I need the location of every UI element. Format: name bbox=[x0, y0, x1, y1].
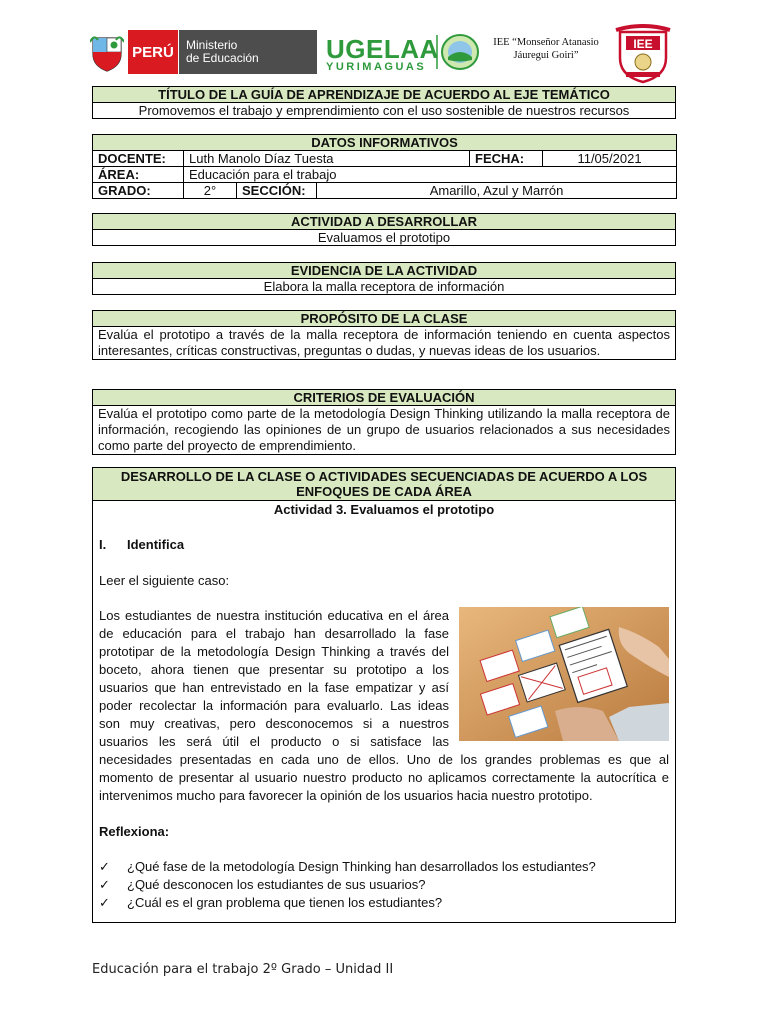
checkmark-icon: ✓ bbox=[99, 877, 110, 892]
docente-value: Luth Manolo Díaz Tuesta bbox=[184, 151, 470, 167]
questions-list bbox=[99, 858, 669, 912]
criterios-value: Evalúa el prototipo como parte de la metodología Design Thinking utilizando la malla receptora de información, recogiendo las opiniones de un grupo de usuarios relacionados a sus necesidades como parte del proyecto de emprendimiento. bbox=[93, 406, 676, 455]
case-block bbox=[99, 607, 669, 805]
intro-text: Leer el siguiente caso: bbox=[99, 573, 230, 588]
evidencia-heading: EVIDENCIA DE LA ACTIVIDAD bbox=[93, 263, 676, 279]
criterios-table bbox=[92, 389, 676, 455]
ugel-seal-icon bbox=[436, 33, 480, 71]
question-text: ¿Qué desconocen los estudiantes de sus usuarios? bbox=[127, 877, 426, 892]
area-label: ÁREA: bbox=[93, 167, 184, 183]
question-text: ¿Cuál es el gran problema que tienen los estudiantes? bbox=[127, 895, 443, 910]
ministerio-line2: de Educación bbox=[186, 51, 259, 65]
section-heading bbox=[99, 536, 669, 554]
school-name-line1: IEE “Monseñor Atanasio bbox=[493, 37, 599, 48]
list-item bbox=[99, 876, 669, 894]
peru-label: PERÚ bbox=[132, 43, 174, 61]
section-title: Identifica bbox=[127, 537, 185, 552]
actividad-table bbox=[92, 213, 676, 246]
document-header bbox=[0, 0, 768, 88]
list-item bbox=[99, 894, 669, 912]
titulo-table bbox=[92, 86, 676, 119]
actividad-value: Evaluamos el prototipo bbox=[93, 230, 676, 246]
evidencia-table bbox=[92, 262, 676, 295]
school-name-line2: Jáuregui Goiri” bbox=[513, 50, 579, 61]
docente-label: DOCENTE: bbox=[93, 151, 184, 167]
svg-text:IEE: IEE bbox=[633, 37, 653, 51]
titulo-heading: TÍTULO DE LA GUÍA DE APRENDIZAJE DE ACUERDO AL EJE TEMÁTICO bbox=[93, 87, 676, 103]
list-item bbox=[99, 858, 669, 876]
proposito-value: Evalúa el prototipo a través de la malla receptora de información teniendo en cuenta aspectos interesantes, críticas constructivas, preguntas o dudas, y nuevas ideas de los usuarios. bbox=[93, 327, 676, 360]
fecha-label: FECHA: bbox=[470, 151, 543, 167]
peru-logo bbox=[128, 30, 178, 74]
desarrollo-section bbox=[92, 467, 676, 923]
datos-informativos-table bbox=[92, 134, 677, 199]
proposito-heading: PROPÓSITO DE LA CLASE bbox=[93, 311, 676, 327]
evidencia-value: Elabora la malla receptora de información bbox=[93, 279, 676, 295]
ugel-logo bbox=[326, 34, 439, 73]
actividad-heading: ACTIVIDAD A DESARROLLAR bbox=[93, 214, 676, 230]
ugel-main-text: UGELAA bbox=[326, 34, 439, 64]
page-footer: Educación para el trabajo 2º Grado – Unidad II bbox=[92, 962, 394, 977]
area-value: Educación para el trabajo bbox=[184, 167, 677, 183]
ministerio-line1: Ministerio bbox=[186, 38, 238, 52]
proposito-table bbox=[92, 310, 676, 360]
titulo-value: Promovemos el trabajo y emprendimiento con el uso sostenible de nuestros recursos bbox=[93, 103, 676, 119]
question-text: ¿Qué fase de la metodología Design Thinking han desarrollados los estudiantes? bbox=[127, 859, 596, 874]
school-name bbox=[490, 36, 602, 62]
peru-coat-of-arms-icon bbox=[90, 34, 124, 72]
iee-school-logo bbox=[612, 24, 674, 84]
checkmark-icon: ✓ bbox=[99, 859, 110, 874]
ministerio-logo bbox=[179, 30, 317, 74]
checkmark-icon: ✓ bbox=[99, 895, 110, 910]
desarrollo-body bbox=[93, 501, 675, 912]
fecha-value: 11/05/2021 bbox=[543, 151, 677, 167]
seccion-label: SECCIÓN: bbox=[237, 183, 317, 199]
seccion-value: Amarillo, Azul y Marrón bbox=[317, 183, 677, 199]
criterios-heading: CRITERIOS DE EVALUACIÓN bbox=[93, 390, 676, 406]
activity-title: Actividad 3. Evaluamos el prototipo bbox=[273, 502, 495, 517]
reflexiona-title: Reflexiona: bbox=[99, 824, 170, 839]
grado-value: 2° bbox=[184, 183, 237, 199]
case-text: Los estudiantes de nuestra institución educativa en el área de educación para el trabajo han desarrollado la fase prototipar de la metodología Design Thinking a través del boceto, ahora tienen que presentar su prototipo a los usuarios que han entrevistado en la fase empatizar y así poder recolectar la información para evaluarlo. Las ideas son muy creativas, pero desconocemos si a nuestros usuarios les será útil el producto o si satisface las necesidades presentadas en cada uno de ellos. Uno de los grandes problemas es que al momento de presentar al usuario nuestro producto no aplicamos correctamente la autocrítica e intervenimos mucho para favorecer la opinión de los usuarios hacia nuestro prototipo. bbox=[99, 608, 669, 803]
desarrollo-heading: DESARROLLO DE LA CLASE O ACTIVIDADES SECUENCIADAS DE ACUERDO A LOS ENFOQUES DE CADA ÁREA bbox=[93, 468, 675, 501]
prototype-sketch-photo bbox=[459, 607, 669, 741]
section-number: I. bbox=[99, 537, 107, 552]
grado-label: GRADO: bbox=[93, 183, 184, 199]
ugel-sub-text: YURIMAGUAS bbox=[326, 61, 427, 73]
datos-heading: DATOS INFORMATIVOS bbox=[93, 135, 677, 151]
